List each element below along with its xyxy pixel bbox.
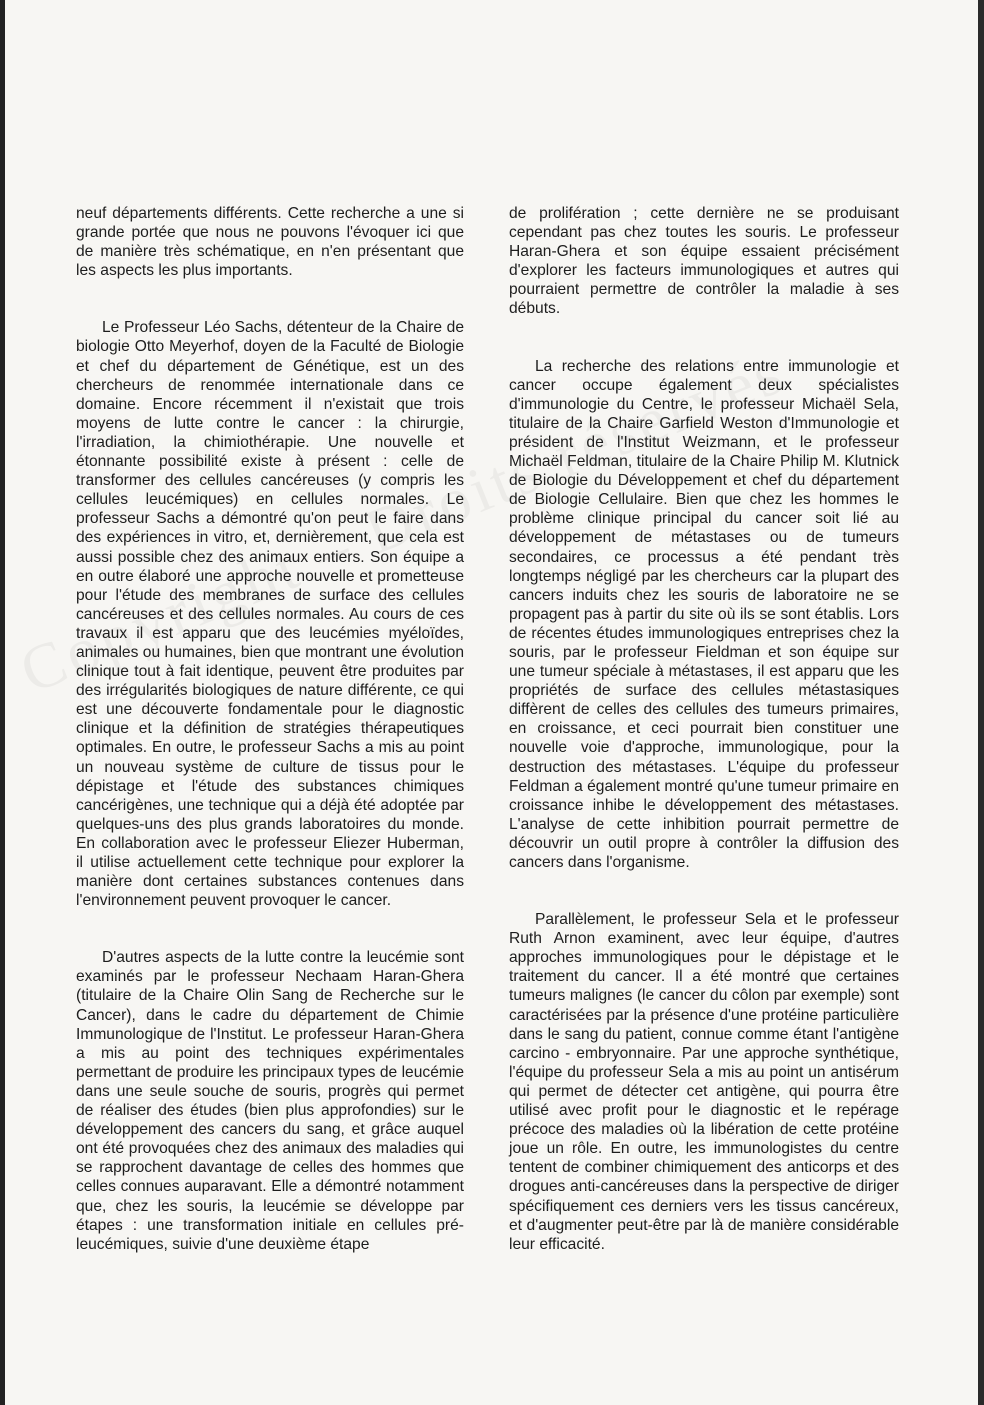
right-paragraph-3: Parallèlement, le professeur Sela et le professeur Ruth Arnon examinent, avec leur équipe, d'autres approches immunologiques pour le dépistage et le traitement du cancer. Il a été montré que certaines tumeurs malignes (le cancer du côlon par exemple) sont caractérisées par la présence d'une protéine particulière dans le sang du patient, connue comme étant l'antigène carcino - embryonnaire. Par une approche synthétique, l'équipe du professeur Sela a mis au point un antisérum qui permet de détecter cet antigène, qui pourra être utilisé avec profit pour le diagnostic et le repérage précoce des maladies où la libération de cette protéine joue un rôle. En outre, les immunologistes du centre tentent de combiner chimiquement des anticorps et des drogues anti-cancéreuses dans la perspective de diriger spécifiquement ces derniers vers les tissus cancéreux, et d'augmenter peut-être par là de manière considérable leur efficacité.: [509, 911, 899, 1253]
left-paragraph-1: neuf départements différents. Cette recherche a une si grande portée que nous ne pouvons l'évoquer ici que de manière très schématique, en n'en présentant que les aspects les plus importants.: [76, 205, 464, 280]
left-paragraph-3: D'autres aspects de la lutte contre la leucémie sont examinés par le professeur Nechaam Haran-Ghera (titulaire de la Chaire Olin Sang de Recherche sur le Cancer), dans le cadre du département de Chimie Immunologique de l'Institut. Le professeur Haran-Ghera a mis au point des techniques expérimentales permettant de produire les principaux types de leucémie dans une seule souche de souris, progrès qui permet de réaliser des études (bien plus approfondies) sur le développement des cancers du sang, et grâce auquel ont été provoquées chez des animaux des maladies qui se rapprochent davantage de celles des hommes que celles connues auparavant. Elle a démontré notamment que, chez les souris, la leucémie se développe par étapes : une transformation initiale en cellules pré-leucémiques, suivie d'une deuxième étape: [76, 949, 464, 1253]
left-paragraph-2: Le Professeur Léo Sachs, détenteur de la Chaire de biologie Otto Meyerhof, doyen de la Faculté de Biologie et chef du département de Génétique, est un des chercheurs de renommée internationale dans ce domaine. Encore récemment il n'existait que trois moyens de lutte contre le cancer : la chirurgie, l'irradiation, la chimiothérapie. Une nouvelle et étonnante possibilité existe à présent : celle de transformer des cellules cancéreuses (y compris les cellules leucémiques) en cellules normales. Le professeur Sachs a démontré qu'on peut le faire dans des expériences in vitro, et, dernièrement, que cela est aussi possible chez des animaux entiers. Son équipe a en outre élaboré une approche nouvelle et prometteuse pour l'étude des membranes de surface des cellules cancéreuses et des cellules normales. Au cours de ces travaux il est apparu que des leucémies myéloïdes, animales ou humaines, bien que montrant une évolution clinique tout à fait identique, peuvent être produites par des irrégularités biologiques de nature différente, ce qui est une découverte fondamentale pour le diagnostic clinique et la définition de stratégies thérapeutiques optimales. En outre, le professeur Sachs a mis au point un nouveau système de culture de tissus pour le dépistage et l'étude des substances chimiques cancérigènes, une technique qui a déjà été adoptée par quelques-uns des plus grands laboratoires du monde. En collaboration avec le professeur Eliezer Huberman, il utilise actuellement cette technique pour explorer la manière dont certaines substances contenues dans l'environnement peuvent provoquer le cancer.: [76, 319, 464, 910]
right-paragraph-2: La recherche des relations entre immunologie et cancer occupe également deux spécialistes d'immunologie du Centre, le professeur Michaël Sela, titulaire de la Chaire Garfield Weston d'Immunologie et président de l'Institut Weizmann, et le professeur Michaël Feldman, titulaire de la Chaire Philip M. Klutnick de Biologie du Développement et chef du département de Biologie Cellulaire. Bien que chez les hommes le problème clinique principal du cancer soit lié au développement de métastases ou de tumeurs secondaires, ce processus a été pendant très longtemps négligé par les chercheurs car la plupart des cancers induits chez les souris de laboratoire ne se propagent pas à partir du site où ils se sont établis. Lors de récentes études immunologiques entreprises chez la souris, par le professeur Fieldman et son équipe sur une tumeur spéciale à métastases, il est apparu que les propriétés de surface des cellules métastasiques diffèrent de celles des cellules des tumeurs primaires, en croissance, et ceci pourrait bien constituer une nouvelle voie d'approche, immunologique, pour la destruction des métastases. L'équipe du professeur Feldman a également montré qu'une tumeur primaire en croissance inhibe le développement des métastases. L'analyse de cette inhibition pourrait permettre de découvrir un outil propre à contrôler la diffusion des cancers dans l'organisme.: [509, 357, 899, 871]
right-paragraph-1: de prolifération ; cette dernière ne se produisant cependant pas chez toutes les souris. Le professeur Haran-Ghera et son équipe essaient précisément d'explorer les facteurs immunologiques et autres qui pourraient permettre de contrôler la maladie à ses débuts.: [509, 205, 899, 318]
left-column: [76, 204, 464, 1254]
scan-edge-left: [0, 0, 5, 1405]
scan-edge-right: [978, 0, 984, 1405]
right-column: [509, 204, 899, 1254]
